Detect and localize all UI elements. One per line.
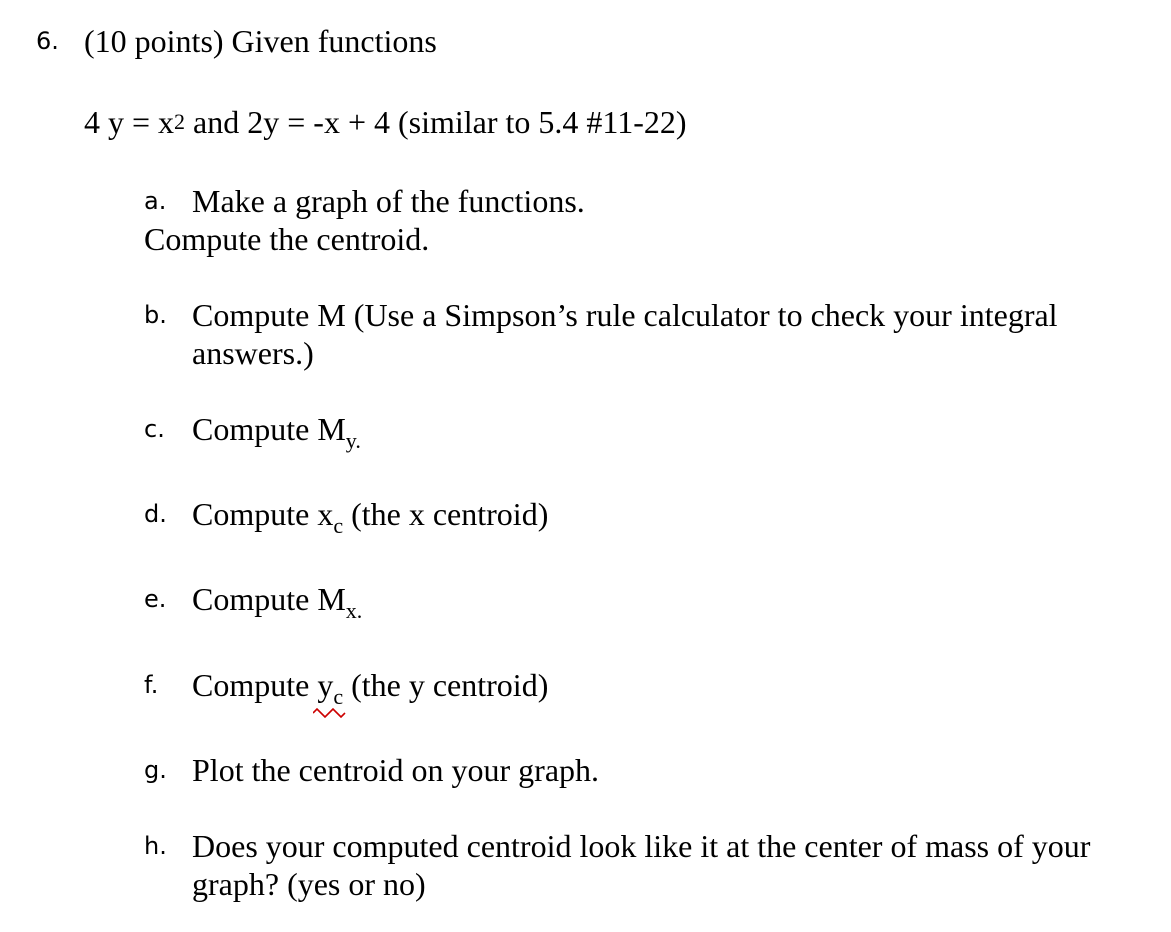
item-h-marker: h. [144,832,167,860]
equation-part-2: and 2y = -x + 4 (similar to 5.4 #11-22) [185,104,687,140]
item-c-marker: c. [144,415,165,443]
item-d-marker: d. [144,500,167,528]
item-h-line-2: graph? (yes or no) [192,866,426,902]
question-number: 6. [36,27,59,55]
item-e-subscript: x. [345,598,363,623]
item-g-text: Plot the centroid on your graph. [192,752,600,788]
item-f-text [192,666,548,708]
item-d-text [192,495,548,537]
item-f-variable: y [317,667,334,703]
item-e-main: Compute M [192,581,346,617]
item-d-after: (the x centroid) [343,496,549,532]
spellcheck-underline [317,666,343,708]
item-f-marker: f. [144,671,159,699]
item-b-line-2: answers.) [192,335,314,371]
item-h-line-1: Does your computed centroid look like it at the center of mass of your [192,828,1091,864]
item-g-marker: g. [144,756,167,784]
item-c-subscript: y. [345,428,361,453]
question-header: (10 points) Given functions [84,23,437,59]
item-e-text [192,580,362,622]
item-f-after: (the y centroid) [343,667,549,703]
item-c-main: Compute M [192,411,346,447]
equation-exponent: 2 [174,109,186,134]
equation-part-1: 4 y = x [84,104,175,140]
item-d-main: Compute x [192,496,334,532]
item-a-continuation: Compute the centroid. [144,221,430,257]
item-a-marker: a. [144,187,167,215]
item-b-marker: b. [144,301,167,329]
item-d-subscript: c [333,513,344,538]
item-e-marker: e. [144,585,167,613]
spellcheck-squiggle-icon [313,708,347,718]
item-f-subscript: c [333,684,344,709]
equation-line [84,103,687,145]
item-f-main: Compute [192,667,318,703]
item-c-text [192,410,361,452]
item-a-text: Make a graph of the functions. [192,183,585,219]
item-b-line-1: Compute M (Use a Simpson’s rule calculator to check your integral [192,297,1058,333]
